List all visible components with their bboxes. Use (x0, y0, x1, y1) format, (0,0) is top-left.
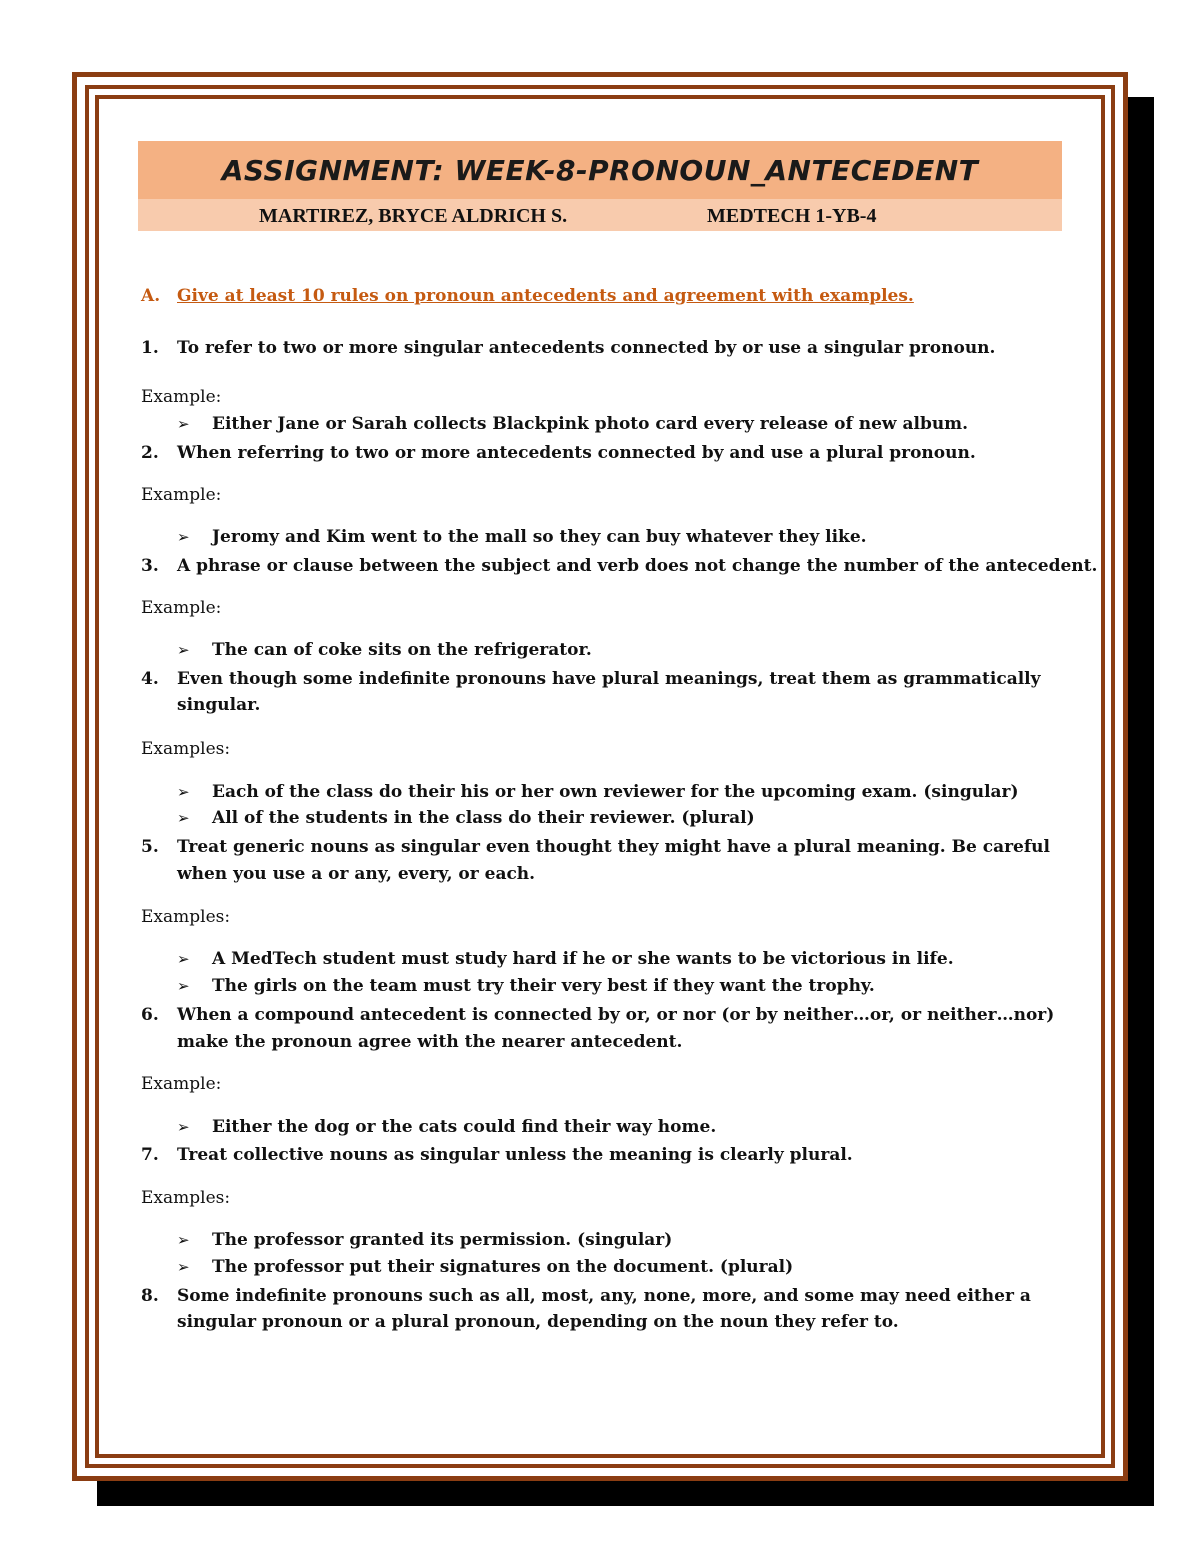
rule-text-continued: singular. (177, 695, 261, 715)
example-label: Example: (141, 485, 222, 505)
example-item: The professor granted its permission. (singular) (212, 1230, 673, 1250)
arrow-bullet-icon: ➢ (177, 1258, 190, 1276)
example-label: Examples: (141, 739, 231, 759)
rule-number: 3. (141, 556, 159, 576)
example-item: The girls on the team must try their very best if they want the trophy. (212, 976, 875, 996)
student-info-bar (138, 199, 1062, 231)
rule-number: 8. (141, 1286, 159, 1306)
arrow-bullet-icon: ➢ (177, 415, 190, 433)
example-label: Example: (141, 387, 222, 407)
rule-text: Some indefinite pronouns such as all, most, any, none, more, and some may need either a (177, 1286, 1031, 1306)
arrow-bullet-icon: ➢ (177, 1118, 190, 1136)
example-label: Example: (141, 1074, 222, 1094)
rule-text: When referring to two or more antecedents connected by and use a plural pronoun. (177, 443, 976, 463)
rule-text: A phrase or clause between the subject and verb does not change the number of the antecedent. (177, 556, 1098, 576)
example-item: The professor put their signatures on the document. (plural) (212, 1257, 794, 1277)
rule-text-continued: singular pronoun or a plural pronoun, depending on the noun they refer to. (177, 1312, 899, 1332)
arrow-bullet-icon: ➢ (177, 950, 190, 968)
rule-text: Treat generic nouns as singular even thought they might have a plural meaning. Be careful (177, 837, 1051, 857)
rule-text: Treat collective nouns as singular unless the meaning is clearly plural. (177, 1145, 853, 1165)
example-item: Jeromy and Kim went to the mall so they can buy whatever they like. (212, 527, 867, 547)
arrow-bullet-icon: ➢ (177, 977, 190, 995)
section-a-heading: Give at least 10 rules on pronoun antecedents and agreement with examples. (177, 286, 914, 306)
rule-text-continued: when you use a or any, every, or each. (177, 864, 536, 884)
rule-number: 7. (141, 1145, 159, 1165)
example-item: Either Jane or Sarah collects Blackpink photo card every release of new album. (212, 414, 969, 434)
example-label: Example: (141, 598, 222, 618)
rule-text: To refer to two or more singular antecedents connected by or use a singular pronoun. (177, 338, 996, 358)
example-label: Examples: (141, 1188, 231, 1208)
arrow-bullet-icon: ➢ (177, 783, 190, 801)
rule-number: 4. (141, 669, 159, 689)
title-banner (138, 141, 1062, 199)
example-item: All of the students in the class do their reviewer. (plural) (212, 808, 755, 828)
example-item: Either the dog or the cats could find their way home. (212, 1117, 717, 1137)
example-item: The can of coke sits on the refrigerator. (212, 640, 592, 660)
assignment-title: ASSIGNMENT: WEEK-8-PRONOUN_ANTECEDENT (221, 154, 979, 187)
student-name: MARTIREZ, BRYCE ALDRICH S. (259, 205, 568, 227)
arrow-bullet-icon: ➢ (177, 1231, 190, 1249)
arrow-bullet-icon: ➢ (177, 809, 190, 827)
section-a-letter: A. (141, 286, 161, 306)
rule-number: 6. (141, 1005, 159, 1025)
rule-text: When a compound antecedent is connected by or, or nor (or by neither…or, or neither…nor) (177, 1005, 1055, 1025)
example-label: Examples: (141, 907, 231, 927)
example-item: A MedTech student must study hard if he or she wants to be victorious in life. (212, 949, 954, 969)
course-section: MEDTECH 1-YB-4 (707, 205, 877, 227)
example-item: Each of the class do their his or her own reviewer for the upcoming exam. (singular) (212, 782, 1019, 802)
rule-text-continued: make the pronoun agree with the nearer antecedent. (177, 1032, 683, 1052)
arrow-bullet-icon: ➢ (177, 641, 190, 659)
rule-number: 1. (141, 338, 159, 358)
arrow-bullet-icon: ➢ (177, 528, 190, 546)
rule-text: Even though some indefinite pronouns have plural meanings, treat them as grammatically (177, 669, 1041, 689)
rule-number: 5. (141, 837, 159, 857)
rule-number: 2. (141, 443, 159, 463)
